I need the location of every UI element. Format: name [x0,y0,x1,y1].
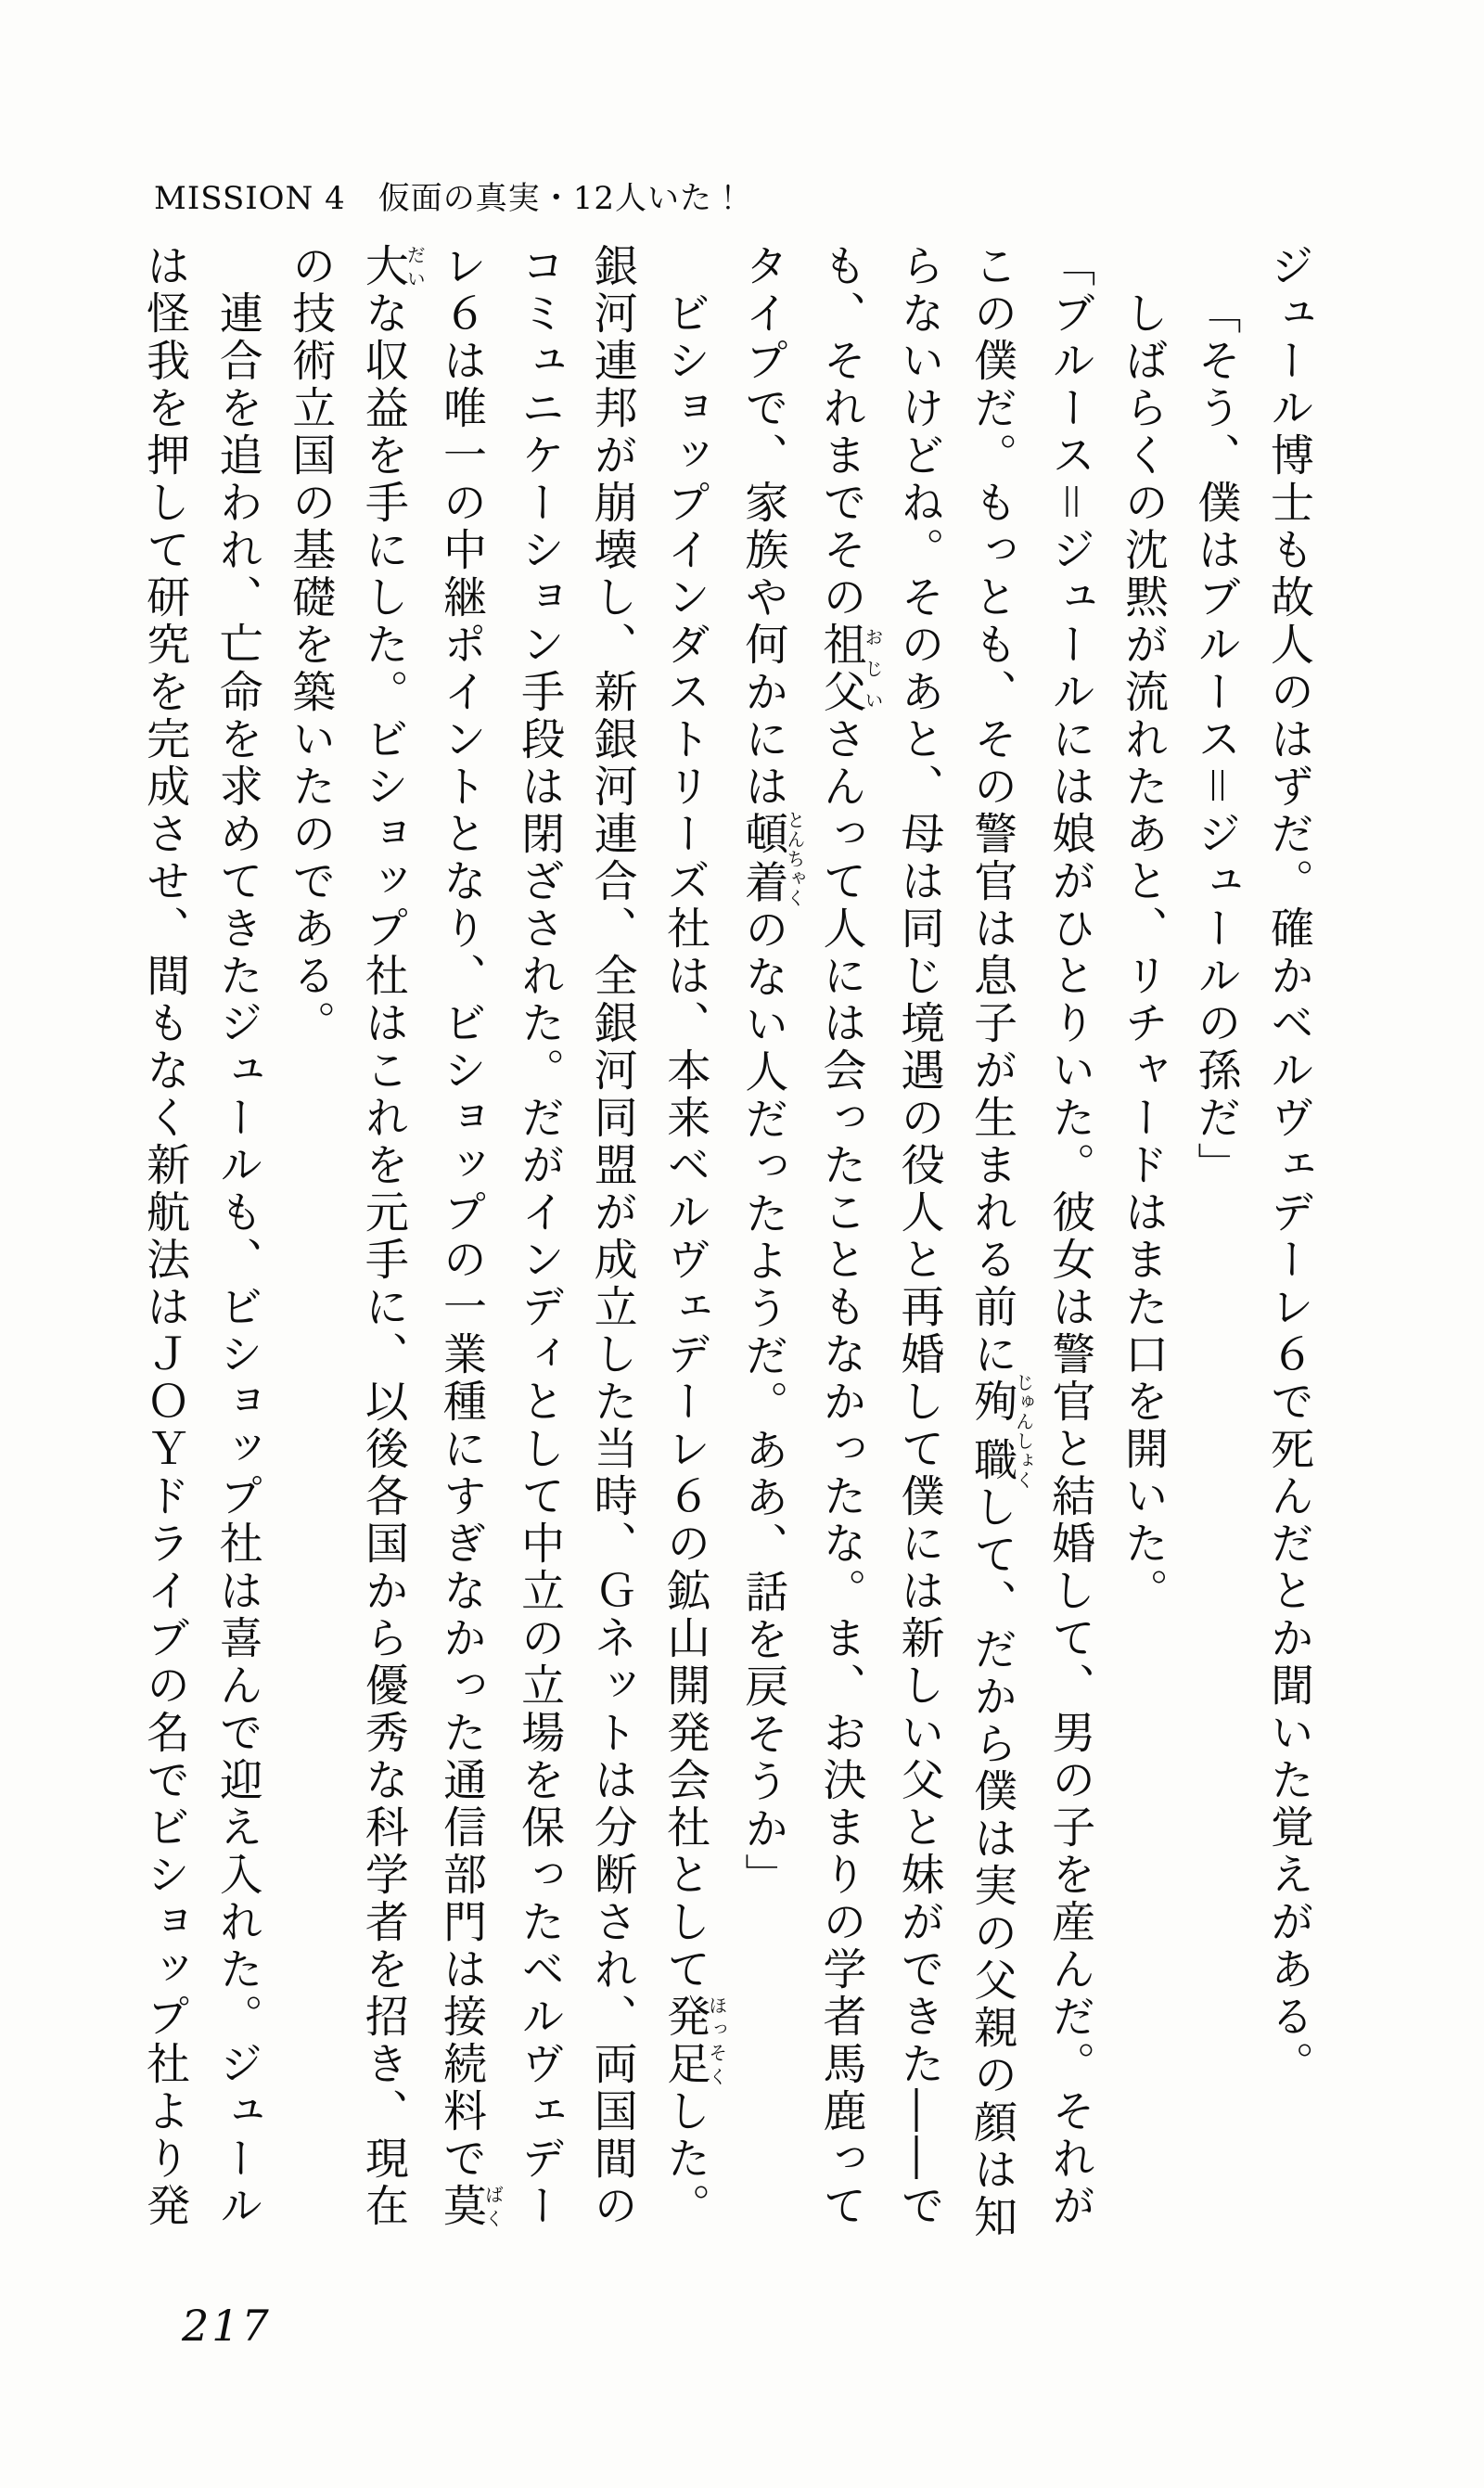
running-header: MISSION 4 仮面の真実・12人いた！ [154,180,745,217]
ruby-annotation: 殉職じゅんしょく [966,1373,1035,1490]
text-column: ジュール博士も故人のはずだ。確かベルヴェデーレ６で死んだとか聞いた覚えがある。 [1263,243,1314,2088]
text-column: も、それまでその祖父おじいさんって人には会ったこともなかったな。ま、お決まりの学者馬鹿って [815,243,884,2230]
text-column: 「そう、僕はブルース＝ジュールの孫だ」 [1190,290,1242,1189]
ruby-annotation: 頓着とんちゃく [737,810,806,908]
ruby-annotation: 祖父おじい [815,622,884,716]
text-column: らないけどね。そのあと、母は同じ境遇の役人と再婚して僕には新しい父と妹ができた――で [893,243,945,2230]
text-column: 大だいな収益を手にした。ビショップ社はこれを元手に、以後各国から優秀な科学者を招き、現在 [357,243,427,2230]
body-text [128,243,1325,2256]
text-column: コミュニケーション手段は閉ざされた。だがインディとして中立の立場を保ったベルヴェデー [514,243,566,2230]
text-column: 銀河連邦が崩壊し、新銀河連合、全銀河同盟が成立した当時、Ｇネットは分断され、両国間の [586,243,638,2230]
text-column: レ６は唯一の中継ポイントとなり、ビショップの一業種にすぎなかった通信部門は接続料で莫ばく [435,243,505,2230]
ruby-annotation: 莫ばく [435,2183,505,2230]
page-number: 217 [182,2301,272,2351]
text-column: しばらくの沈黙が流れたあと、リチャードはまた口を開いた。 [1117,290,1169,1615]
text-column: 連合を追われ、亡命を求めてきたジュールも、ビショップ社は喜んで迎え入れた。ジュール [211,290,263,2230]
ruby-annotation: 大だい [357,243,427,290]
text-column: ビショップインダストリーズ社は、本来ベルヴェデーレ６の鉱山開発会社として発足ほっそくした。 [659,290,728,2230]
text-column: タイプで、家族や何かには頓着とんちゃくのない人だったようだ。ああ、話を戻そうか」 [737,243,806,1901]
ruby-annotation: 発足ほっそく [659,1994,728,2088]
text-column: は怪我を押して研究を完成させ、間もなく新航法はＪＯＹドライブの名でビショップ社より発 [139,243,191,2230]
text-column: この僕だ。もっとも、その警官は息子が生まれる前に殉職じゅんしょくして、だから僕は実の父親の顔は知 [966,243,1035,2241]
text-column: の技術立国の基礎を築いたのである。 [285,243,337,1047]
text-column: 「ブルース＝ジュールには娘がひとりいた。彼女は警官と結婚して、男の子を産んだ。それが [1044,243,1096,2230]
